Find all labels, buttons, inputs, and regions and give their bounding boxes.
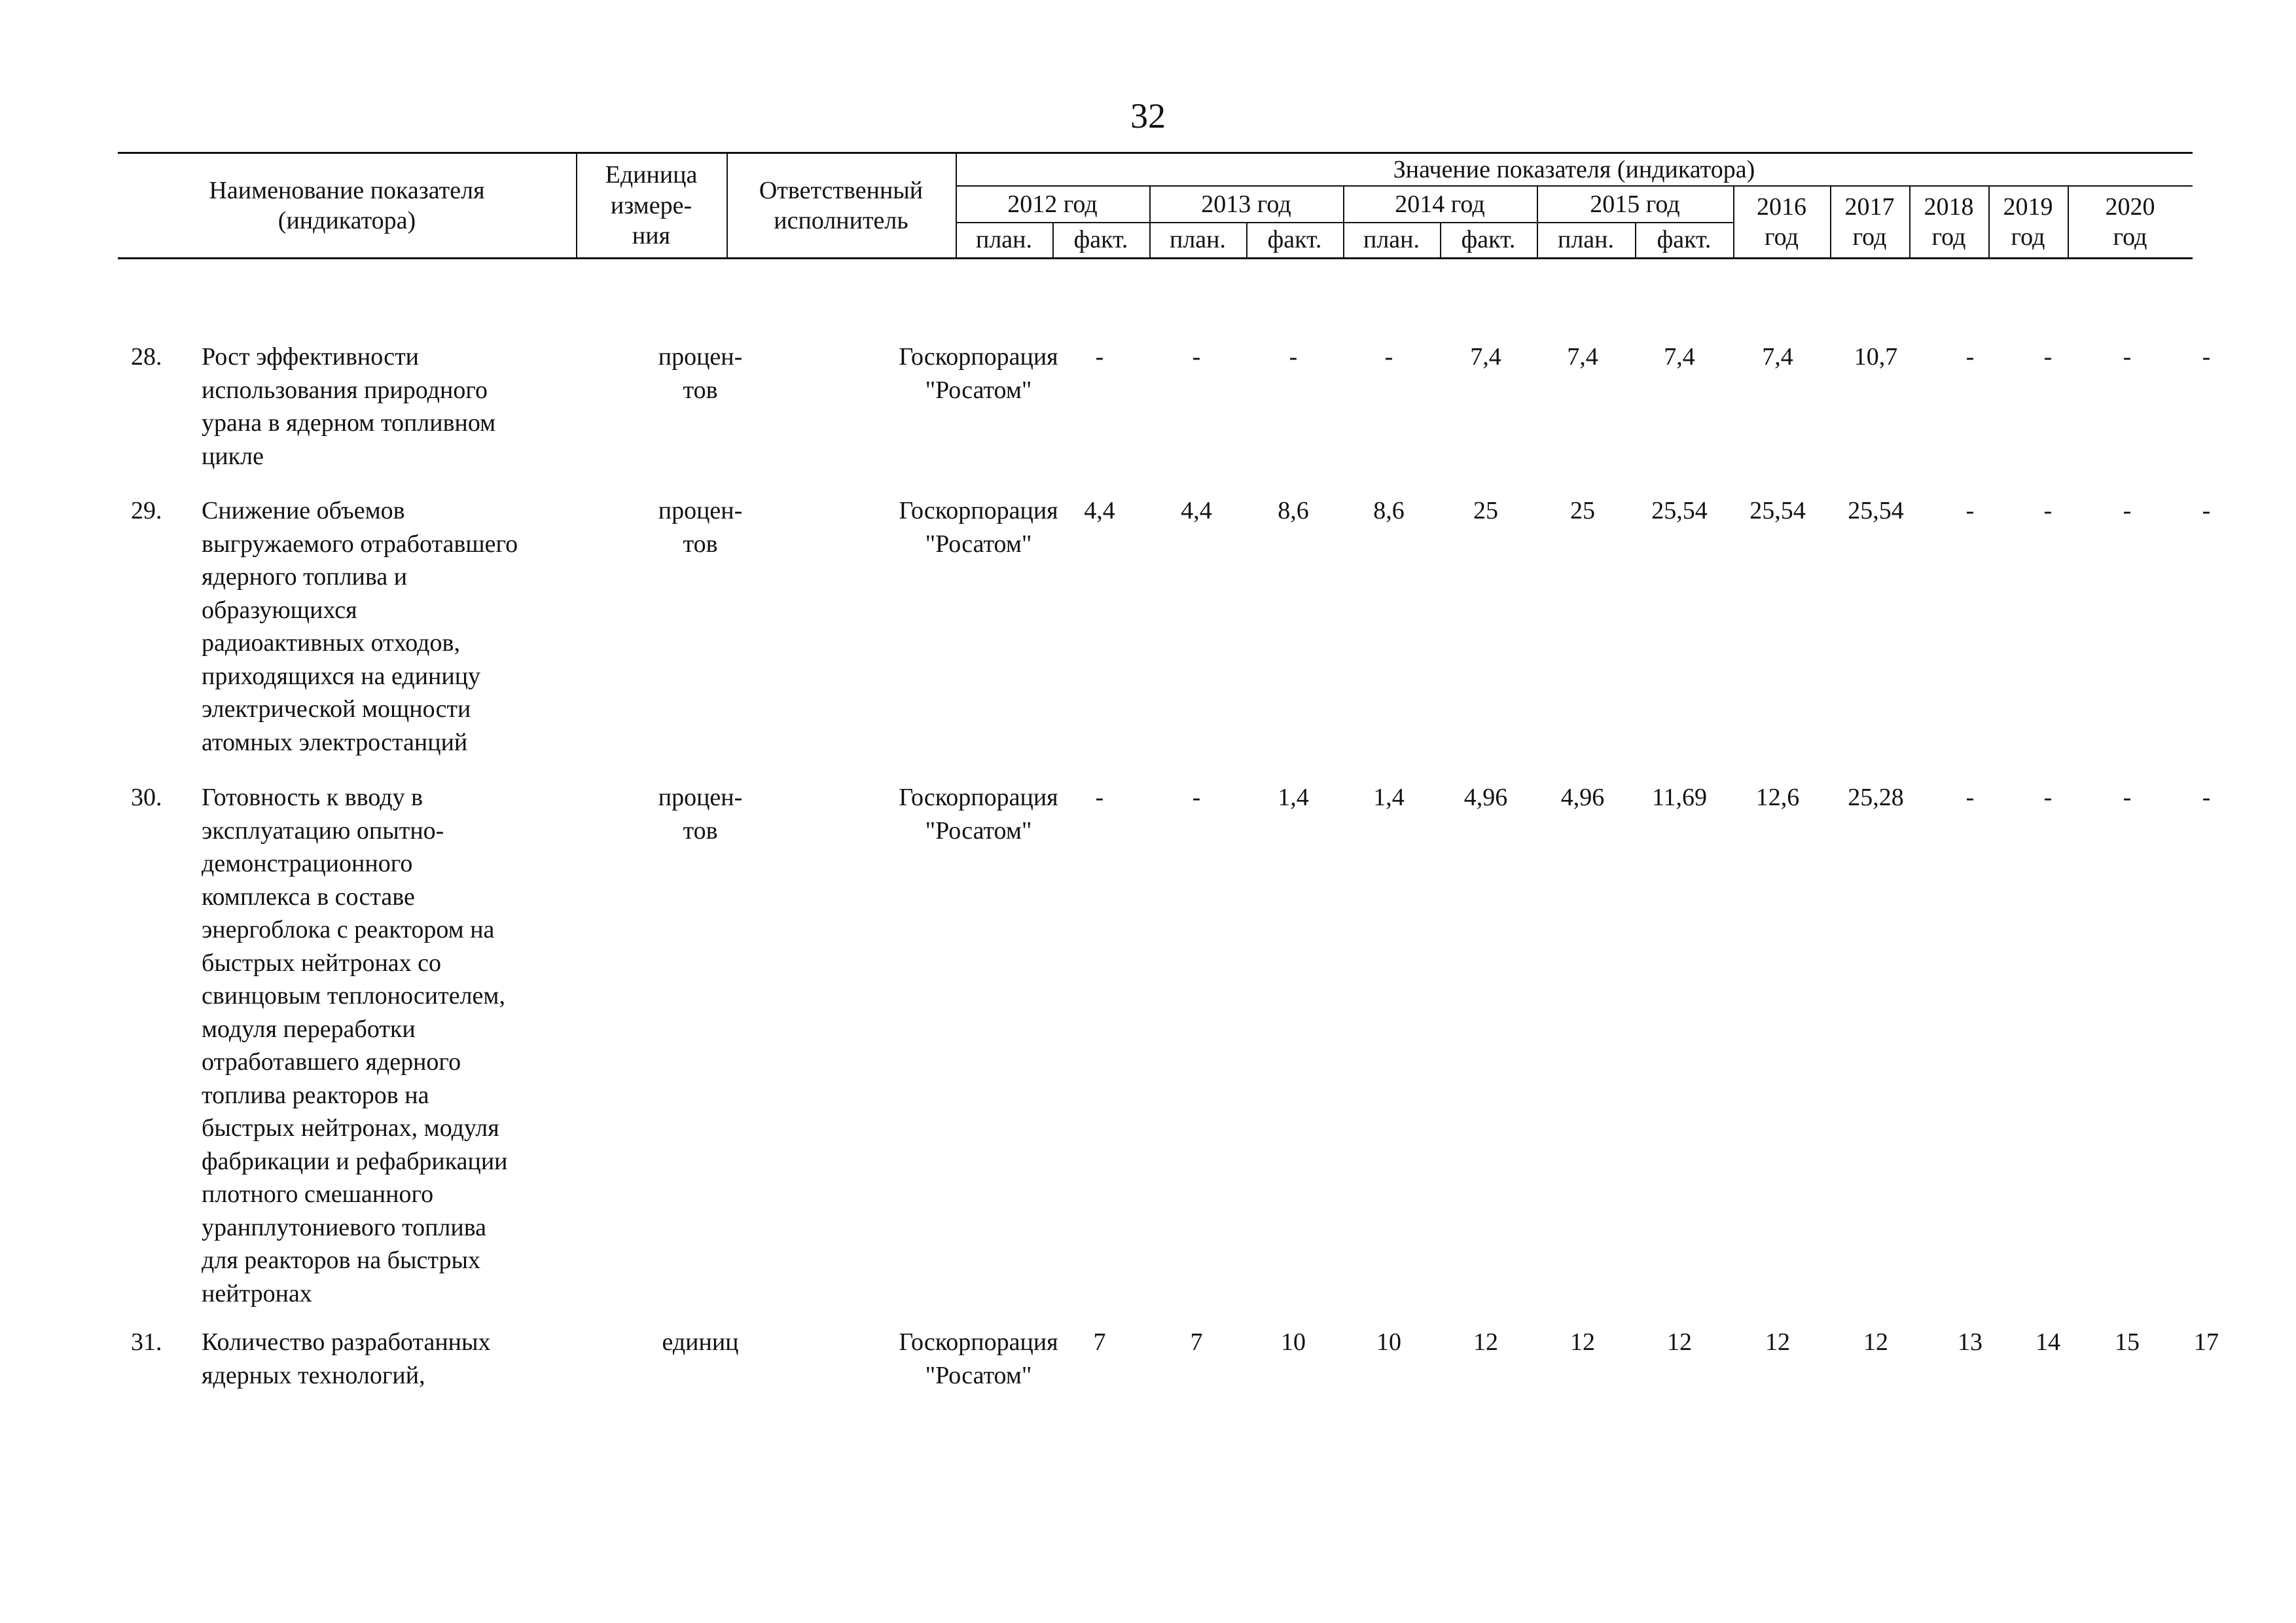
value-2013-plan: - [1289,343,1298,371]
value-2017: - [1965,784,1975,811]
value-2020: 17 [2194,1328,2219,1356]
value-2014-fact: 25 [1570,497,1595,524]
header-year-2012: 2012 год [1007,190,1098,218]
header-plan-2015: план. [1557,225,1614,253]
executor: Госкорпорация "Росатом" [899,343,1058,404]
value-2013-plan: 1,4 [1278,784,1309,811]
executor: Госкорпорация "Росатом" [899,784,1058,845]
header-values-group: Значение показателя (индикатора) [1393,155,1755,183]
header-year-2013: 2013 год [1201,190,1291,218]
header-fact-2012: факт. [1073,225,1128,253]
executor: Госкорпорация "Росатом" [899,1328,1058,1389]
value-2012-plan: - [1095,343,1104,371]
value-2014-plan: 7,4 [1470,343,1501,371]
value-2016: 25,54 [1848,497,1904,524]
header-unit: Единица измере- ния [605,161,698,250]
header-indicator-name: Наименование показателя (индикатора) [209,176,485,234]
table-header [118,152,2193,259]
header-year-2018: 2018 год [1924,192,1974,251]
value-2017: - [1965,497,1975,524]
value-2016: 10,7 [1854,343,1898,371]
value-2020: - [2202,497,2211,524]
value-2012-fact: 7 [1190,1328,1203,1356]
value-2015-fact: 12,6 [1755,784,1800,811]
row-number: 31. [131,1328,162,1356]
value-2019: - [2123,343,2132,371]
header-year-2014: 2014 год [1395,190,1485,218]
indicator-name: Готовность к вводу в эксплуатацию опытно- демонстрационного комплекса в составе энергоблока с реактором на быстрых нейтронах со свинцовым теплоносителем, модуля переработки отработавшего ядерного топлива реакторов на быстрых нейтронах, модуля фабрикации и рефабрикации плотного смешанного уранплутониевого топлива для реакторов на быстрых нейтронах [202,784,508,1307]
value-2014-plan: 12 [1473,1328,1498,1356]
value-2015-plan: 11,69 [1651,784,1708,811]
value-2015-plan: 25,54 [1651,497,1708,524]
value-2014-fact: 7,4 [1567,343,1598,371]
executor: Госкорпорация "Росатом" [899,497,1058,558]
value-2018: - [2043,497,2053,524]
value-2012-fact: 4,4 [1181,497,1212,524]
value-2012-plan: 4,4 [1084,497,1115,524]
row-number: 30. [131,784,162,811]
row-number: 29. [131,497,162,524]
value-2012-plan: 7 [1093,1328,1106,1356]
value-2019: - [2123,497,2132,524]
value-2014-fact: 12 [1570,1328,1595,1356]
value-2017: 13 [1958,1328,1982,1356]
value-2016: 25,28 [1848,784,1904,811]
unit: процен- тов [658,784,743,845]
value-2015-plan: 12 [1667,1328,1692,1356]
value-2013-fact: 1,4 [1373,784,1405,811]
value-2020: - [2202,343,2211,371]
value-2012-fact: - [1192,784,1201,811]
page-number: 32 [1130,96,1166,136]
indicator-name: Снижение объемов выгружаемого отработавшего ядерного топлива и образующихся радиоактивных отходов, приходящихся на единицу электрической мощности атомных электростанций [202,497,518,756]
value-2018: - [2043,343,2053,371]
header-plan-2014: план. [1363,225,1420,253]
value-2013-fact: - [1384,343,1393,371]
row-number: 28. [131,343,162,371]
header-plan-2013: план. [1169,225,1226,253]
value-2015-fact: 12 [1765,1328,1790,1356]
value-2018: 14 [2036,1328,2060,1356]
value-2018: - [2043,784,2053,811]
header-fact-2014: факт. [1461,225,1516,253]
value-2015-plan: 7,4 [1664,343,1695,371]
value-2016: 12 [1863,1328,1888,1356]
header-year-2016: 2016 год [1757,192,1806,251]
unit: единиц [662,1328,739,1356]
unit: процен- тов [658,497,743,558]
header-year-2020: 2020 год [2105,192,2155,251]
value-2017: - [1965,343,1975,371]
value-2015-fact: 7,4 [1762,343,1793,371]
value-2019: 15 [2115,1328,2140,1356]
value-2015-fact: 25,54 [1749,497,1806,524]
header-year-2015: 2015 год [1590,190,1680,218]
header-plan-2012: план. [975,225,1032,253]
value-2013-plan: 10 [1281,1328,1306,1356]
value-2020: - [2202,784,2211,811]
value-2013-plan: 8,6 [1278,497,1309,524]
header-year-2019: 2019 год [2003,192,2053,251]
unit: процен- тов [658,343,743,404]
value-2014-plan: 25 [1473,497,1498,524]
value-2014-fact: 4,96 [1560,784,1605,811]
header-executor: Ответственный исполнитель [759,176,924,234]
header-fact-2015: факт. [1657,225,1712,253]
value-2013-fact: 8,6 [1373,497,1405,524]
indicator-name: Количество разработанных ядерных технологий, [202,1328,491,1389]
header-year-2017: 2017 год [1844,192,1895,251]
value-2012-plan: - [1095,784,1104,811]
header-fact-2013: факт. [1267,225,1322,253]
indicator-name: Рост эффективности использования природного урана в ядерном топливном цикле [202,343,496,470]
value-2014-plan: 4,96 [1463,784,1508,811]
value-2013-fact: 10 [1376,1328,1401,1356]
value-2012-fact: - [1192,343,1201,371]
value-2019: - [2123,784,2132,811]
